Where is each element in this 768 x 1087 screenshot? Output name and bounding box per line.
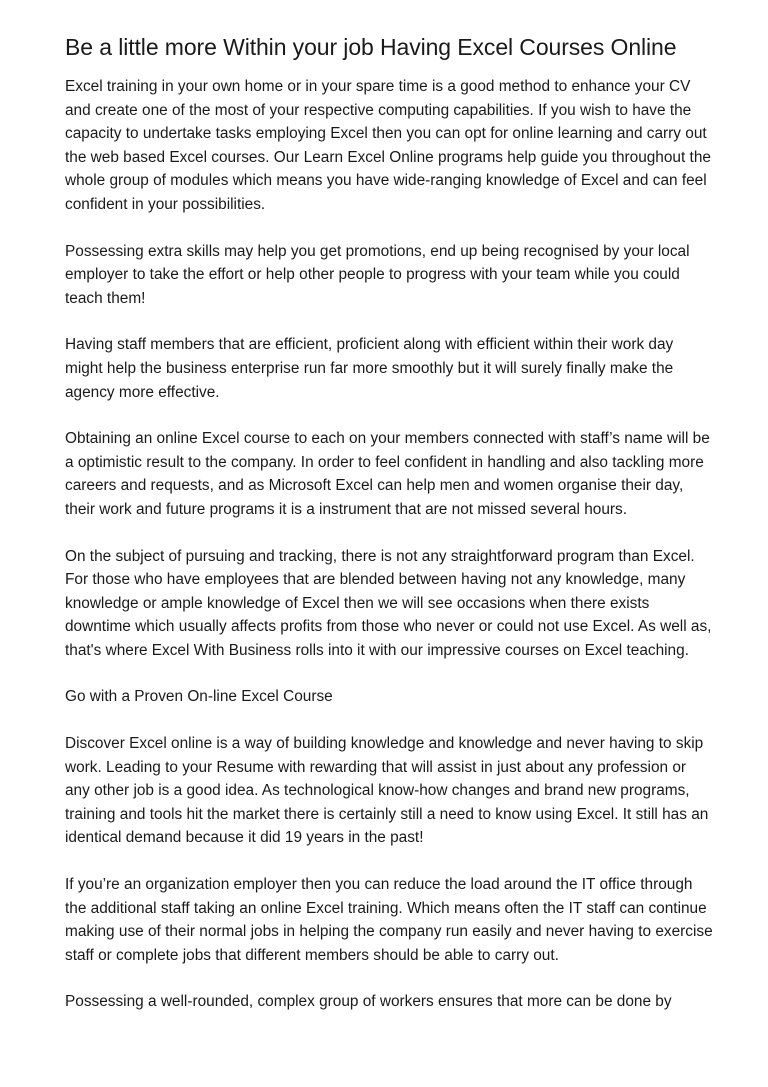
paragraph: If you’re an organization employer then you can reduce the load around the IT office through the additional staff taking an online Excel training. Which means often the IT staff can continue making use of their normal jobs in helping the company run easily and never having to exercise staff or complete jobs that different members should be able to carry out. — [65, 876, 713, 964]
paragraph: Excel training in your own home or in your spare time is a good method to enhance your CV and create one of the most of your respective computing capabilities. If you wish to have the capacity to undertake tasks employing Excel then you can opt for online learning and carry out the web based Excel courses. Our Learn Excel Online programs help guide you throughout the whole group of modules which means you have wide-ranging knowledge of Excel and can feel confident in your possibilities. — [65, 78, 711, 213]
document-title: Be a little more Within your job Having Excel Courses Online — [65, 34, 677, 60]
paragraph: Having staff members that are efficient, proficient along with efficient within their work day might help the business enterprise run far more smoothly but it will surely finally make the agency more effective. — [65, 336, 674, 401]
paragraph: Possessing a well-rounded, complex group of workers ensures that more can be done by — [65, 993, 672, 1011]
paragraph: Obtaining an online Excel course to each on your members connected with staff’s name will be a optimistic result to the company. In order to feel confident in handling and also tackling more careers and requests, and as Microsoft Excel can help men and women organise their day, their work and future programs it is a instrument that are not missed several hours. — [65, 430, 710, 518]
paragraph: Possessing extra skills may help you get promotions, end up being recognised by your local employer to take the effort or help other people to progress with your team while you could teach them! — [65, 242, 690, 307]
document-page — [65, 30, 715, 1037]
paragraph: Discover Excel online is a way of building knowledge and knowledge and never having to skip work. Leading to your Resume with rewarding that will assist in just about any profession or any other job is a good idea. As technological know-how changes and brand new programs, training and tools hit the market there is certainly still a need to know using Excel. It still has an identical demand because it did 19 years in the past! — [65, 735, 709, 847]
section-heading: Go with a Proven On-line Excel Course — [65, 688, 333, 706]
paragraph: On the subject of pursuing and tracking, there is not any straightforward program than Excel. For those who have employees that are blended between having not any knowledge, many knowledge or ample knowledge of Excel then we will see occasions when there exists downtime which usually affects profits from those who never or could not use Excel. As well as, that's where Excel With Business rolls into it with our impressive courses on Excel teaching. — [65, 547, 712, 659]
